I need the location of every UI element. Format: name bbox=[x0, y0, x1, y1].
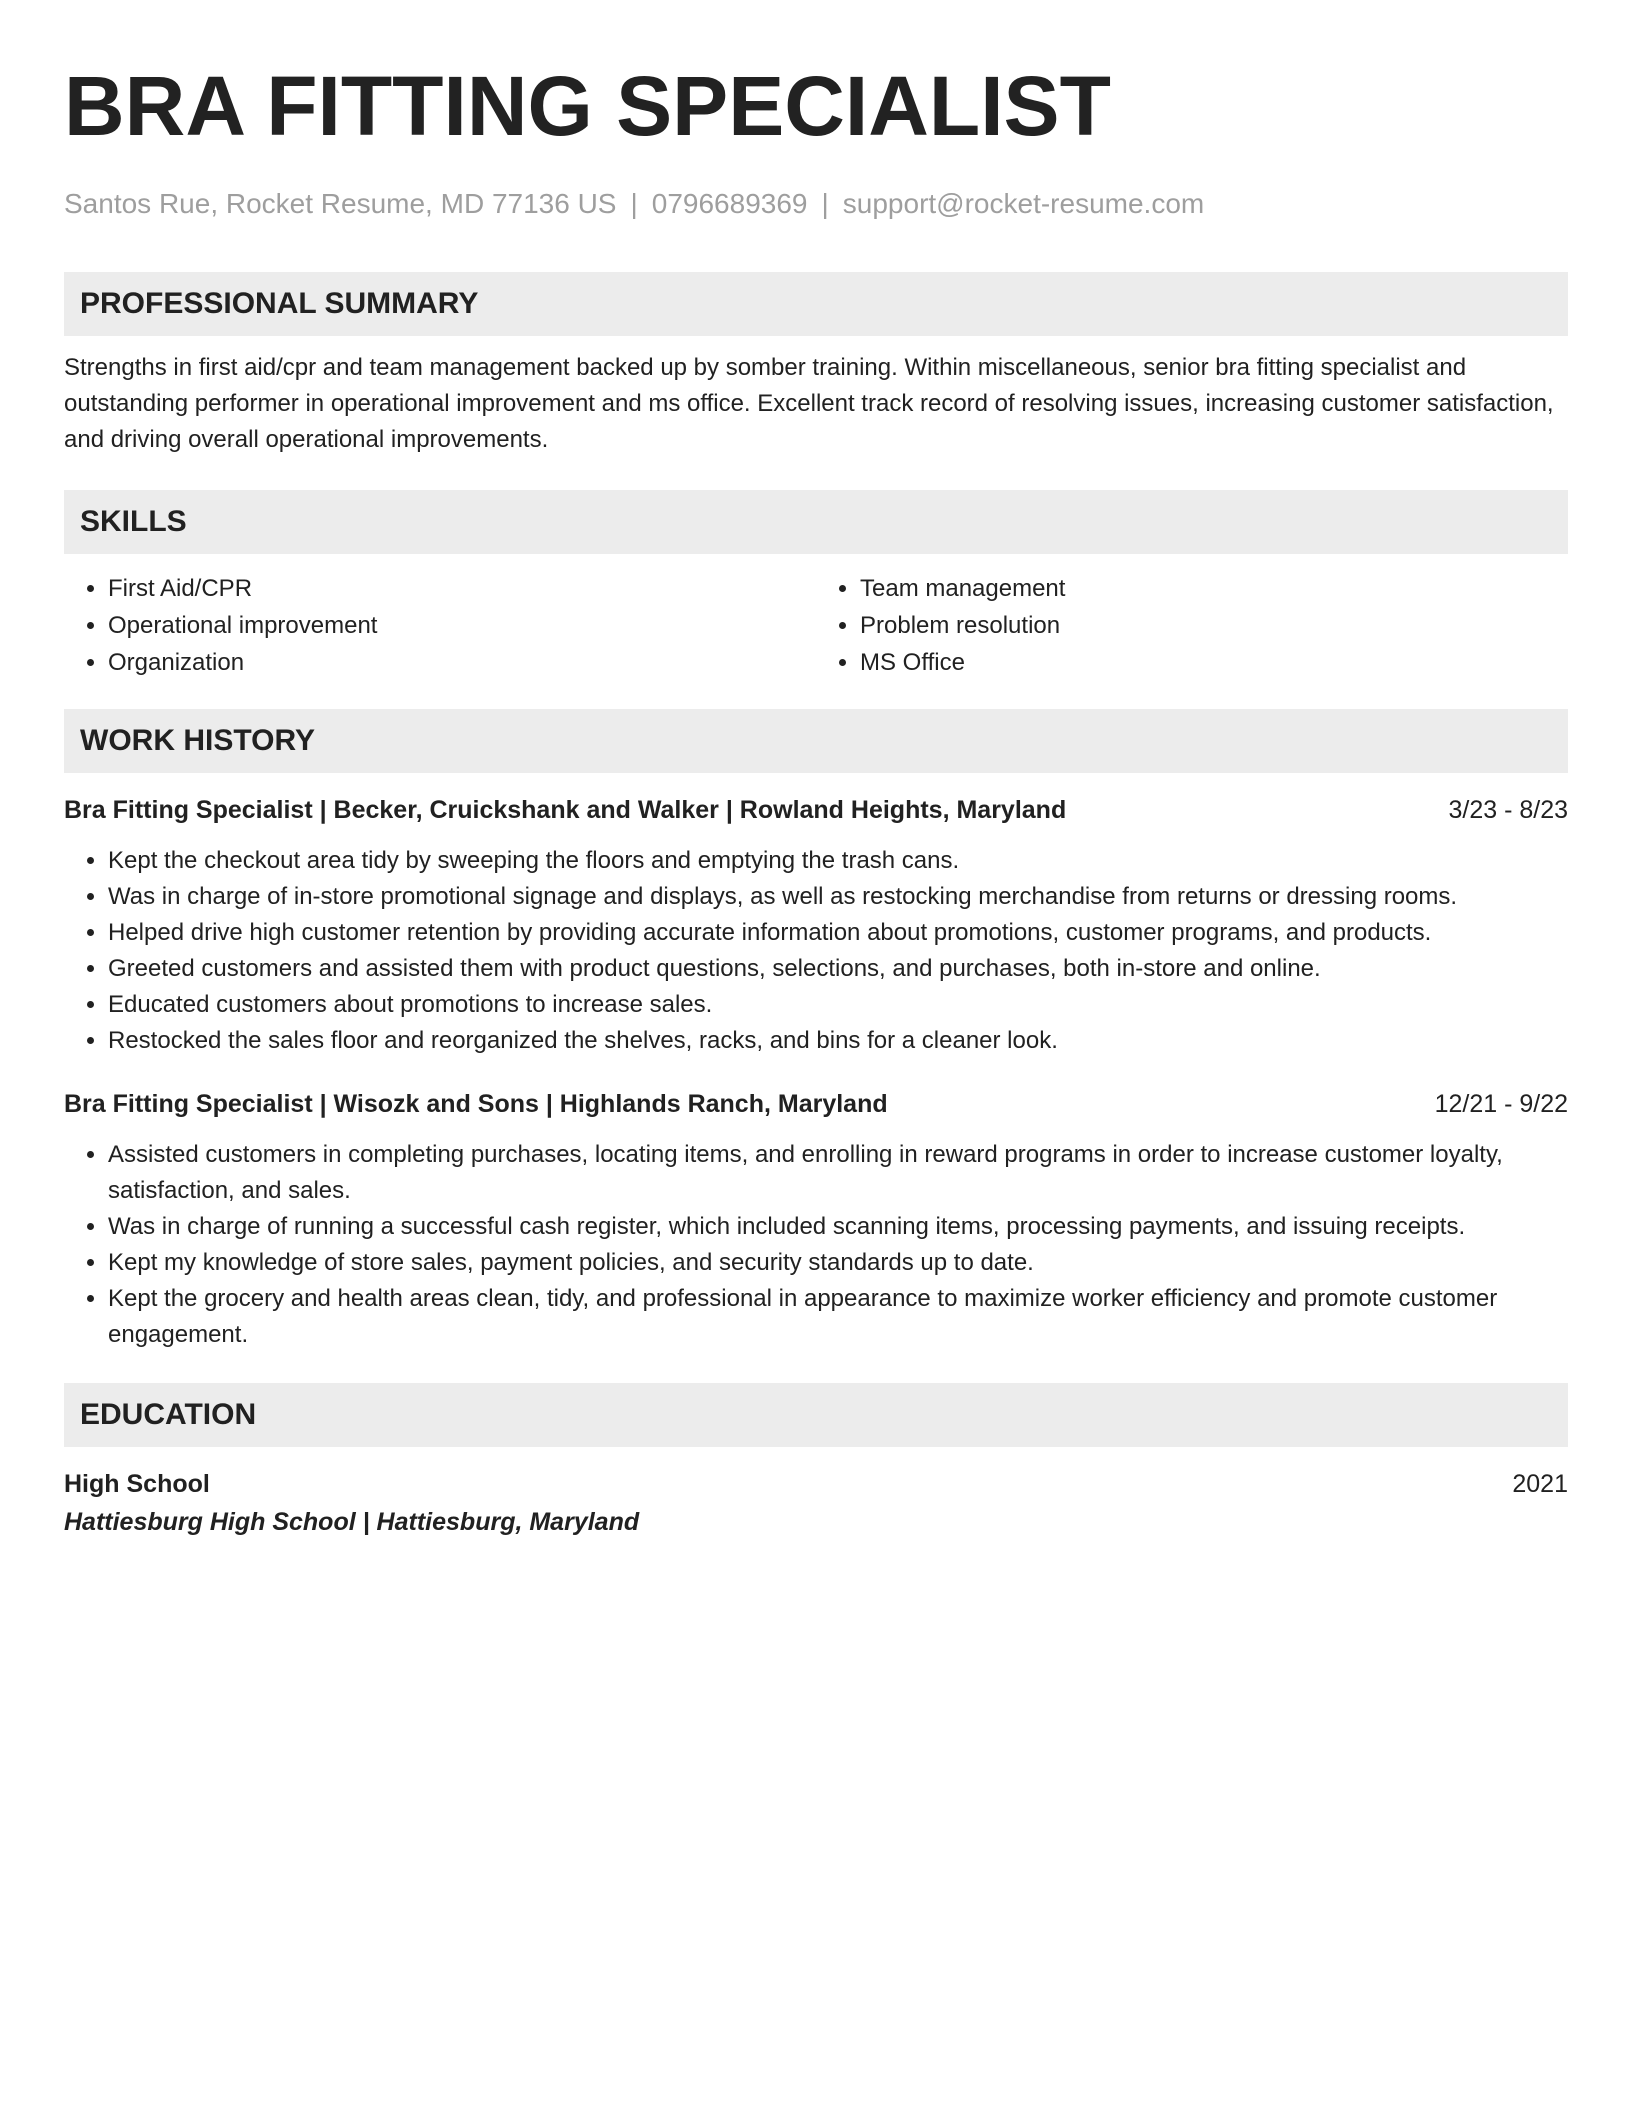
education-degree: High School bbox=[64, 1470, 210, 1498]
contact-phone: 0796689369 bbox=[651, 188, 808, 219]
education-heading: EDUCATION bbox=[64, 1383, 1568, 1447]
contact-address: Santos Rue, Rocket Resume, MD 77136 US bbox=[64, 188, 617, 219]
job-dates: 3/23 - 8/23 bbox=[1448, 796, 1568, 824]
job-bullet: • Was in charge of in-store promotional signage and displays, as well as restocking merchandise from returns or dressing rooms. bbox=[108, 879, 1568, 915]
skill-item: • First Aid/CPR bbox=[108, 570, 816, 607]
education-school: Hattiesburg High School | Hattiesburg, Maryland bbox=[64, 1508, 640, 1536]
education-header bbox=[64, 1467, 1568, 1501]
job-title: Bra Fitting Specialist | Wisozk and Sons | Highlands Ranch, Maryland bbox=[64, 1090, 888, 1118]
skills-column-right bbox=[816, 570, 1568, 681]
skill-item: • Organization bbox=[108, 644, 816, 681]
resume-title: BRA FITTING SPECIALIST bbox=[64, 59, 1111, 153]
job-bullet: • Was in charge of running a successful cash register, which included scanning items, processing payments, and issuing receipts. bbox=[108, 1209, 1568, 1245]
contact-separator: | bbox=[630, 188, 638, 219]
contact-line bbox=[64, 186, 1568, 222]
contact-separator: | bbox=[821, 188, 829, 219]
summary-text: Strengths in first aid/cpr and team management backed up by somber training. Within miscellaneous, senior bra fitting specialist and outstanding performer in operational improvement and ms office. Excellent track record of resolving issues, increasing customer satisfaction, and driving overall operational improvements. bbox=[64, 354, 1554, 453]
job-bullet: • Greeted customers and assisted them with product questions, selections, and purchases, both in-store and online. bbox=[108, 951, 1568, 987]
job-header bbox=[64, 1087, 1568, 1121]
skills-list bbox=[64, 570, 1568, 681]
work-history-heading: WORK HISTORY bbox=[64, 709, 1568, 773]
education-year: 2021 bbox=[1512, 1470, 1568, 1498]
job-bullet: • Helped drive high customer retention by providing accurate information about promotions, customer programs, and products. bbox=[108, 915, 1568, 951]
job-bullets bbox=[64, 843, 1568, 1059]
job-bullet: • Kept the checkout area tidy by sweeping the floors and emptying the trash cans. bbox=[108, 843, 1568, 879]
summary-heading: PROFESSIONAL SUMMARY bbox=[64, 272, 1568, 336]
job-bullet: • Restocked the sales floor and reorganized the shelves, racks, and bins for a cleaner look. bbox=[108, 1023, 1568, 1059]
skill-item: • MS Office bbox=[860, 644, 1568, 681]
job-dates: 12/21 - 9/22 bbox=[1434, 1090, 1568, 1118]
job-bullets bbox=[64, 1137, 1568, 1353]
contact-email: support@rocket-resume.com bbox=[842, 188, 1205, 219]
job-header bbox=[64, 793, 1568, 827]
job-bullet: • Educated customers about promotions to increase sales. bbox=[108, 987, 1568, 1023]
skill-item: • Operational improvement bbox=[108, 607, 816, 644]
skills-column-left bbox=[64, 570, 816, 681]
job-title: Bra Fitting Specialist | Becker, Cruickshank and Walker | Rowland Heights, Maryland bbox=[64, 796, 1067, 824]
job-bullet: • Kept the grocery and health areas clean, tidy, and professional in appearance to maximize worker efficiency and promote customer engagement. bbox=[108, 1281, 1568, 1353]
skill-item: • Problem resolution bbox=[860, 607, 1568, 644]
job-bullet: • Assisted customers in completing purchases, locating items, and enrolling in reward programs in order to increase customer loyalty, satisfaction, and sales. bbox=[108, 1137, 1568, 1209]
job-bullet: • Kept my knowledge of store sales, payment policies, and security standards up to date. bbox=[108, 1245, 1568, 1281]
skills-heading: SKILLS bbox=[64, 490, 1568, 554]
skill-item: • Team management bbox=[860, 570, 1568, 607]
